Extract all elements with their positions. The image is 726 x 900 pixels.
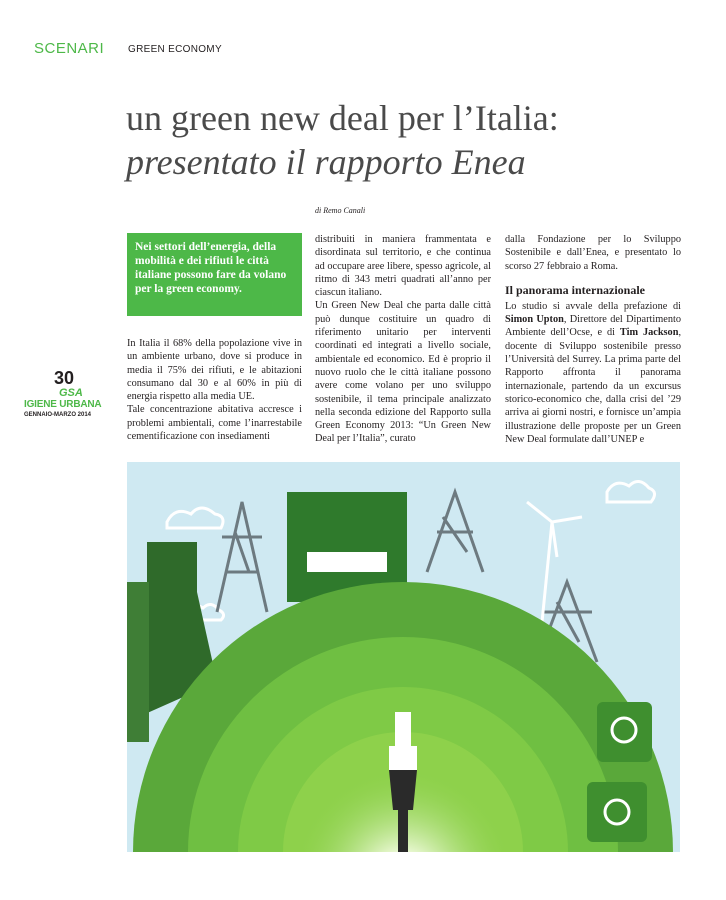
magazine-name: IGIENE URBANA xyxy=(24,399,102,410)
paragraph: Un Green New Deal che parta dalle città può dunque costituire un quadro di riferimento unitario per interventi coordinati ed integrati a livello sociale, ambientale ed economico. Ed è proprio il nuovo ruolo che le città italiane possono avere come volano per uno sviluppo sostenibile, il tema principale analizzato nella seconda edizione del Rapporto sulla Green Economy 2013: “Un Green New Deal per l’Italia”, curato xyxy=(315,300,491,445)
paragraph: distribuiti in maniera frammentata e disordinata sul territorio, e che continua ad occupare aree libere, spesso agricole, al ritmo di 343 metri quadrati all’anno per ciascun italiano. xyxy=(315,234,491,299)
headline-subtitle: presentato il rapporto Enea xyxy=(126,142,526,182)
brand-logo: GSA xyxy=(59,387,83,399)
lead-box: Nei settori dell’energia, della mobilità e dei rifiuti le città italiane possono fare da volano per la green economy. xyxy=(127,233,302,316)
paragraph xyxy=(505,300,681,446)
text-run: , docente di Sviluppo sostenibile presso l’Università del Surrey. La prima parte del Rapporto affronta il panorama internazionale, partendo da un excursus storico-economico che, dalla crisi del ’29 arriva ai giorni nostri, e fornisce un’ampia illustrazione delle proposte per un Green New Deal formulate dall’UNEP e xyxy=(505,327,682,445)
page-number: 30 xyxy=(54,368,75,388)
body-column-3 xyxy=(505,233,681,446)
category-label: GREEN ECONOMY xyxy=(128,44,222,55)
paragraph: dalla Fondazione per lo Sviluppo Sostenibile e dall’Enea, e presentato lo scorso 27 febbraio a Roma. xyxy=(505,234,681,272)
section-heading: Il panorama internazionale xyxy=(505,282,645,297)
issue-date: GENNAIO-MARZO 2014 xyxy=(24,412,92,418)
body-column-1 xyxy=(127,337,302,443)
paragraph: Tale concentrazione abitativa accresce i problemi ambientali, come l’inarrestabile cementificazione con insediamenti xyxy=(127,404,302,443)
person-name: Tim Jackson xyxy=(619,327,679,339)
byline: di Remo Canali xyxy=(315,206,366,215)
text-run: Lo studio si avvale della prefazione di xyxy=(505,300,681,312)
person-name: Simon Upton xyxy=(505,314,564,326)
headline-title: un green new deal per l’Italia: xyxy=(126,98,559,138)
article-headline xyxy=(126,96,706,184)
paragraph: In Italia il 68% della popolazione vive in un ambiente urbano, dove si produce in media il 75% dei rifiuti, e le abitazioni consumano dal 30 e al 60% in più di energia rispetto alla media UE. xyxy=(127,338,302,403)
body-column-2 xyxy=(315,233,491,446)
text-run: , Direttore del Dipartimento Ambiente dell’Ocse, e di xyxy=(505,314,681,339)
section-label: SCENARI xyxy=(34,40,105,57)
green-globe-illustration xyxy=(127,462,680,852)
